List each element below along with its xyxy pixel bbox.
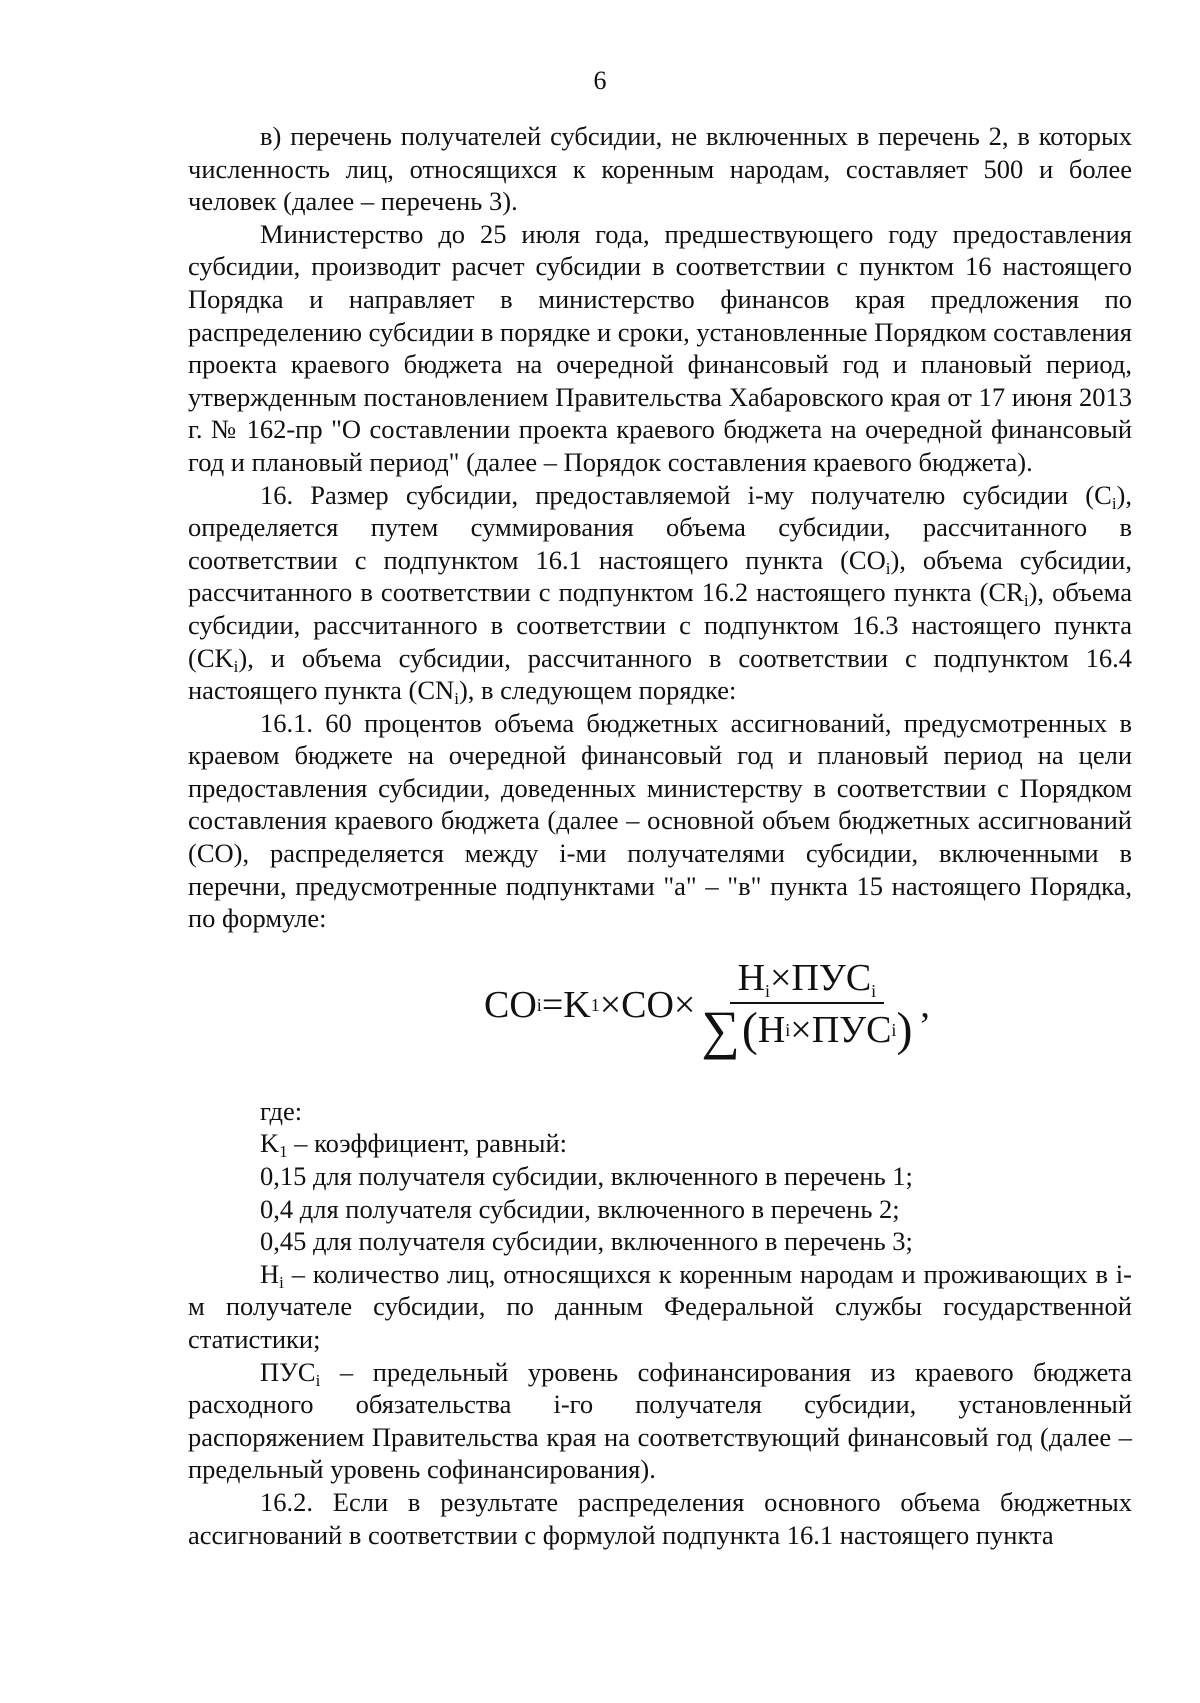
page-number: 6 — [593, 66, 607, 95]
paragraph-16-text-4: ), объема субсидии, рассчитанного в соответствии с подпунктом 16.3 настоящего пункта (CK — [188, 577, 1133, 673]
k1-letter: K — [260, 1128, 280, 1159]
h-definition — [188, 1258, 1132, 1356]
formula-block — [188, 937, 1132, 1095]
k1-value-list-1: 0,15 для получателя субсидии, включенного в перечень 1; — [260, 1161, 913, 1192]
paragraph-16-1: 16.1. 60 процентов объема бюджетных ассигнований, предусмотренных в краевом бюджете на очередной финансовый год и плановый период на цели предоставления субсидии, доведенных министерству в соответствии с Порядком составления краевого бюджета (далее – основной объем бюджетных ассигнований (CO), распределяется между i-ми получателями субсидии, включенными в перечни, предусмотренные подпунктами "а" – "в" пункта 15 настоящего Порядка, по формуле: — [188, 707, 1132, 934]
k1-value-list-2: 0,4 для получателя субсидии, включенного в перечень 2; — [260, 1193, 900, 1224]
formula-pus: ×ПУС — [770, 956, 872, 999]
where-label: где: — [260, 1095, 303, 1126]
formula-h: H — [737, 956, 766, 999]
pus-letter: ПУС — [260, 1356, 316, 1387]
paragraph-16-text-1: 16. Размер субсидии, предоставляемой i-му получателю субсидии (C — [260, 479, 1112, 510]
pus-subscript: i — [315, 1370, 321, 1390]
formula-right-paren: ) — [896, 1002, 913, 1056]
pus-text: – предельный уровень софинансирования из краевого бюджета расходного обязательства i-го получателя субсидии, установленный распоряжением Правительства края на соответствующий финансовый год (далее – предельный уровень софинансирования). — [188, 1356, 1132, 1485]
formula-h: H — [757, 1008, 786, 1051]
subscript-i: i — [1111, 493, 1117, 513]
subscript-i: i — [454, 689, 459, 709]
k1-text: – коэффициент, равный: — [287, 1128, 568, 1159]
formula-sub-i: i — [871, 980, 877, 1001]
h-letter: H — [260, 1258, 280, 1289]
k1-value-list-3: 0,45 для получателя субсидии, включенного в перечень 3; — [260, 1226, 913, 1257]
formula-co-i: CO i =K 1 ×CO× $H_i\times ПУС_i$ ∑ ( H i ×ПУС i ) , — [484, 956, 930, 1060]
formula-eq-k: =K — [541, 983, 591, 1026]
paragraph-16-2: 16.2. Если в результате распределения основного объема бюджетных ассигнований в соответствии с формулой подпункта 16.1 настоящего пункта — [188, 1486, 1132, 1550]
formula-fraction — [697, 956, 916, 1060]
subscript-i: i — [233, 656, 239, 676]
formula-denominator: ∑ ( H i ×ПУС i ) — [701, 999, 913, 1060]
item-v-paragraph: в) перечень получателей субсидии, не включенных в перечень 2, в которых численность лиц, относящихся к коренным народам, составляет 500 и более человек (далее – перечень 3). — [188, 121, 1132, 217]
formula-co: CO — [484, 983, 537, 1026]
formula-sub-i: i — [765, 980, 771, 1001]
pus-definition — [188, 1356, 1132, 1486]
paragraph-16-text-2: ), определяется путем суммирования объема субсидии, рассчитанного в соответствии с подпунктом 16.1 настоящего пункта (CO — [188, 479, 1132, 575]
paragraph-16 — [188, 479, 1132, 707]
k1-subscript: 1 — [279, 1142, 288, 1162]
formula-pus: ×ПУС — [790, 1008, 892, 1051]
formula-left-paren: ( — [741, 1002, 758, 1056]
ministry-paragraph: Министерство до 25 июля года, предшествующего году предоставления субсидии, производит расчет субсидии в соответствии с пунктом 16 настоящего Порядка и направляет в министерство финансов края предложения по распределению субсидии в порядке и сроки, установленные Порядком составления проекта краевого бюджета на очередной финансовый год и плановый период, утвержденным постановлением Правительства Хабаровского края от 17 июня 2013 г. № 162-пр "О составлении проекта краевого бюджета на очередной финансовый год и плановый период" (далее – Порядок составления краевого бюджета). — [188, 218, 1132, 477]
paragraph-16-text-5: ), и объема субсидии, рассчитанного в соответствии с подпунктом 16.4 настоящего пункта (CN — [188, 642, 1132, 706]
formula-comma: , — [920, 983, 930, 1026]
h-subscript: i — [279, 1272, 284, 1292]
h-text: – количество лиц, относящихся к коренным народам и проживающих в i-м получателе субсидии, по данным Федеральной службы государственной статистики; — [188, 1258, 1132, 1354]
k1-definition — [188, 1127, 1132, 1160]
subscript-i: i — [885, 558, 891, 578]
document-body — [188, 120, 1132, 1551]
formula-times-co: ×CO× — [599, 983, 696, 1026]
formula-numerator — [730, 956, 885, 1004]
sum-symbol: ∑ — [701, 999, 740, 1060]
paragraph-16-text-6: ), в следующем порядке: — [458, 675, 737, 706]
paragraph-16-text-3: ), объема субсидии, рассчитанного в соответствии с подпунктом 16.2 настоящего пункта (CR — [188, 544, 1132, 608]
subscript-i: i — [1023, 591, 1029, 611]
